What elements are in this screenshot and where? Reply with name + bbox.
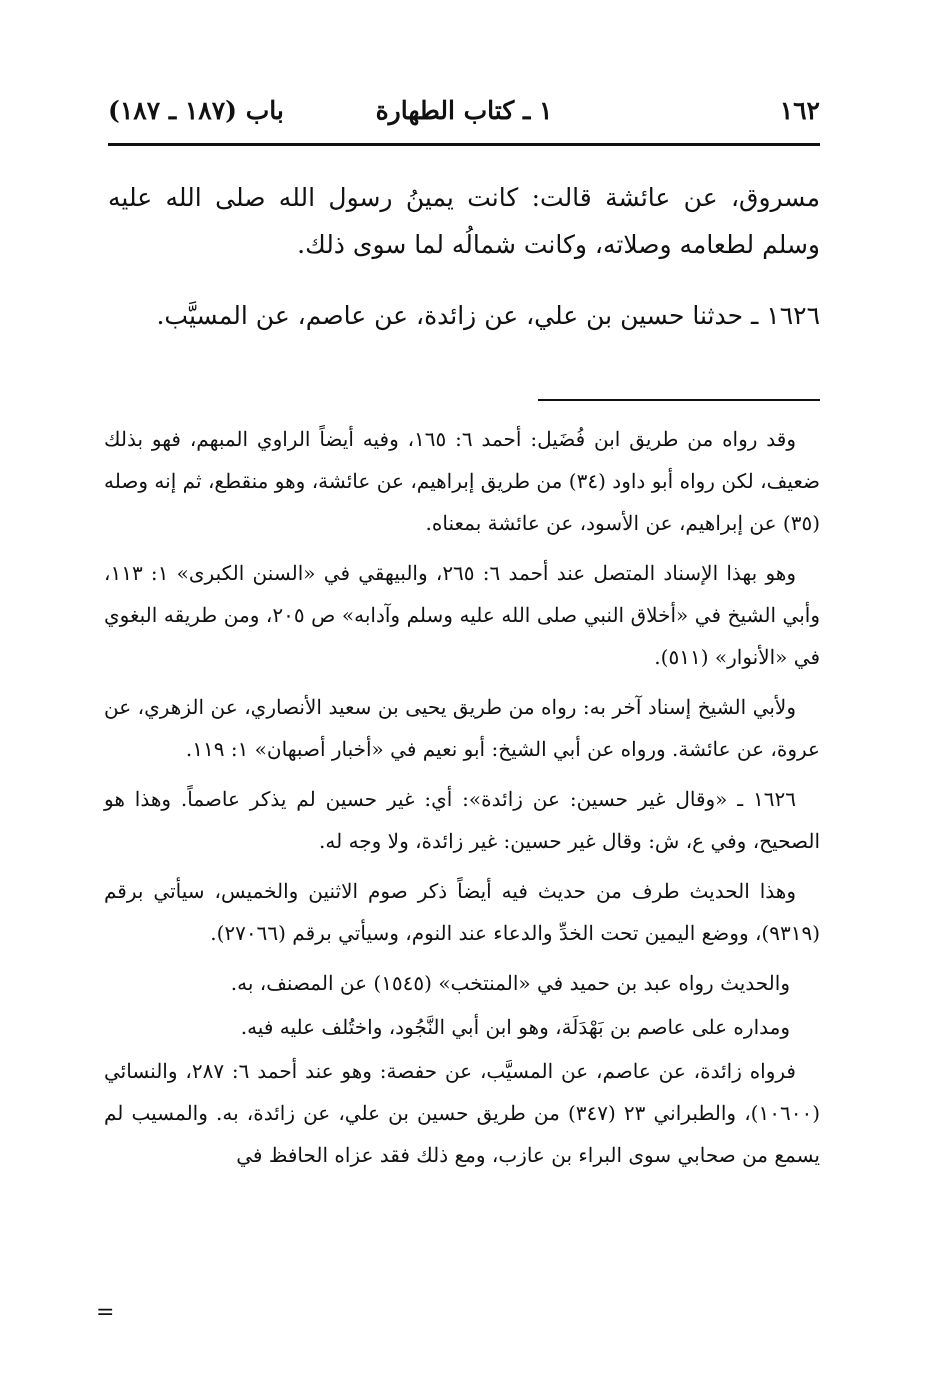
chapter-range: باب (١٨٧ ـ ١٨٧) [108,96,284,125]
footnote-divider [538,399,820,401]
footnote-paragraph: ولأبي الشيخ إسناد آخر به: رواه من طريق يحيى بن سعيد الأنصاري، عن الزهري، عن عروة، عن عائشة. ورواه عن أبي الشيخ: أبو نعيم في «أخبار أصبهان» ١: ١١٩. [104,695,820,761]
footnote-paragraph: والحديث رواه عبد بن حميد في «المنتخب» (١٥٤٥) عن المصنف، به. [230,971,790,995]
main-paragraph: مسروق، عن عائشة قالت: كانت يمينُ رسول الله صلى الله عليه وسلم لطعامه وصلاته، وكانت شمالُه لما سوى ذلك. [108,183,820,259]
footnote-paragraph: وهو بهذا الإسناد المتصل عند أحمد ٦: ٢٦٥، والبيهقي في «السنن الكبرى» ١: ١١٣، وأبي الشيخ في «أخلاق النبي صلى الله عليه وسلم وآدابه» ص ٢٠٥، ومن طريقه البغوي في «الأنوار» (٥١١). [104,561,820,669]
footnote-paragraph: ومداره على عاصم بن بَهْدَلَة، وهو ابن أبي النَّجُود، واختُلف عليه فيه. [240,1015,790,1039]
footnote-paragraph: ١٦٢٦ ـ «وقال غير حسين: عن زائدة»: أي: غير حسين لم يذكر عاصماً. وهذا هو الصحيح، وفي ع، ش: وقال غير حسين: غير زائدة، ولا وجه له. [104,787,820,853]
footnote-paragraph: وهذا الحديث طرف من حديث فيه أيضاً ذكر صوم الاثنين والخميس، سيأتي برقم (٩٣١٩)، ووضع اليمين تحت الخدِّ والدعاء عند النوم، وسيأتي برقم (٢٧٠٦٦). [104,879,820,945]
footnote-paragraph: فرواه زائدة، عن عاصم، عن المسيَّب، عن حفصة: وهو عند أحمد ٦: ٢٨٧، والنسائي (١٠٦٠٠)، والطبراني ٢٣ (٣٤٧) من طريق حسين بن علي، عن زائدة، به. والمسيب لم يسمع من صحابي سوى البراء بن عازب، ومع ذلك فقد عزاه الحافظ في [104,1059,820,1167]
book-title: ١ ـ كتاب الطهارة [375,96,553,125]
footnote-paragraph: وقد رواه من طريق ابن فُضَيل: أحمد ٦: ١٦٥، وفيه أيضاً الراوي المبهم، فهو بذلك ضعيف، لكن رواه أبو داود (٣٤) من طريق إبراهيم، عن عائشة، وهو منقطع، ثم إنه وصله (٣٥) عن إبراهيم، عن الأسود، عن عائشة بمعناه. [104,427,820,535]
page-header [108,92,820,138]
page-number: ١٦٢ [779,96,820,125]
hadith-1626: ١٦٢٦ ـ حدثنا حسين بن علي، عن زائدة، عن عاصم، عن المسيَّب. [156,301,820,330]
footnotes [104,418,820,1184]
continuation-mark: = [96,1300,115,1325]
header-divider [108,143,820,146]
main-text [108,174,820,339]
